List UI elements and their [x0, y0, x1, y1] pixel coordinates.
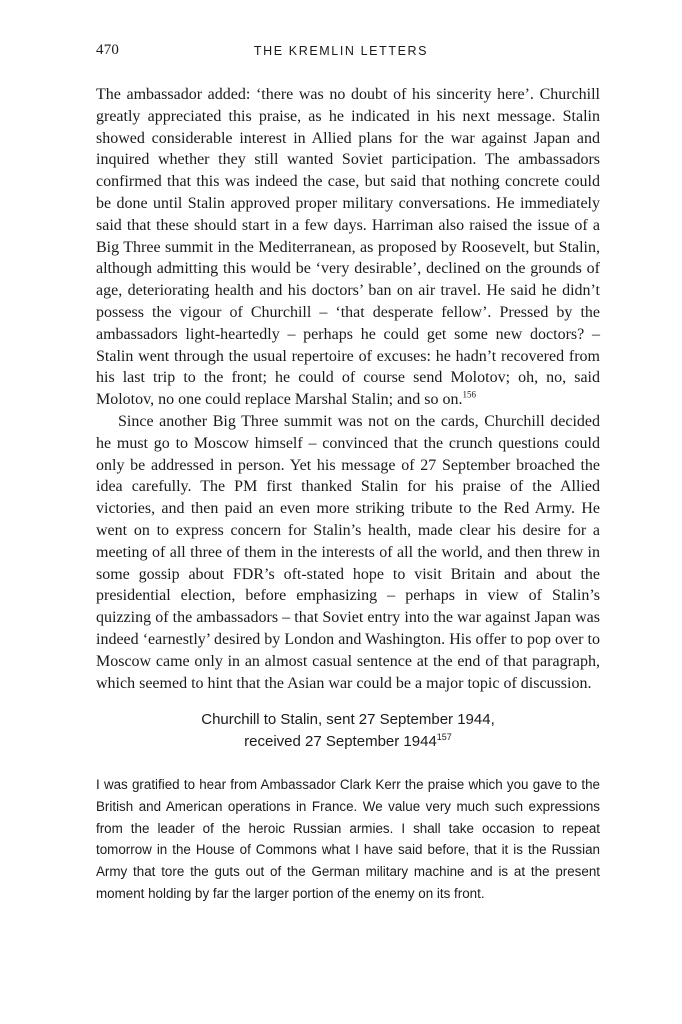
letter-heading-line-2 [96, 731, 600, 753]
paragraph-2: Since another Big Three summit was not on the cards, Churchill decided he must go to Moscow himself – convinced that the crunch questions could only be addressed in person. Yet his message of 27 September broached the idea carefully. The PM first thanked Stalin for his praise of the Allied victories, and then paid an even more striking tribute to the Red Army. He went on to express concern for Stalin’s health, made clear his desire for a meeting of all three of them in the interests of all the world, and then threw in some gossip about FDR’s oft-stated hope to visit Britain and about the presidential election, before emphasizing – perhaps in view of Stalin’s quizzing of the ambassadors – that Soviet entry into the war against Japan was indeed ‘earnestly’ desired by London and Washington. His offer to pop over to Moscow came only in an almost casual sentence at the end of that paragraph, which seemed to hint that the Asian war could be a major topic of discussion. [96, 412, 600, 692]
running-head: THE KREMLIN LETTERS [253, 44, 429, 58]
footnote-ref-156: 156 [462, 389, 476, 400]
letter-paragraph: I was gratified to hear from Ambassador Clark Kerr the praise which you gave to the British and American operations in France. We value very much such expressions from the leader of the heroic Russian armies. I shall take occasion to repeat tomorrow in the House of Commons what I have said before, that it is the Russian Army that tore the guts out of the German military machine and is at the present moment holding by far the larger portion of the enemy on its front. [96, 777, 600, 901]
letter-heading [96, 709, 600, 753]
letter-body [96, 774, 600, 905]
letter-heading-line-1: Churchill to Stalin, sent 27 September 1944, [201, 711, 495, 728]
paragraph-1 [96, 84, 600, 411]
paragraph-1-text: The ambassador added: ‘there was no doubt of his sincerity here’. Churchill greatly appreciated this praise, as he indicated in his next message. Stalin showed considerable interest in Allied plans for the war against Japan and inquired whether they still wanted Soviet participation. The ambassadors confirmed that this was indeed the case, but said that nothing concrete could be done until Stalin approved proper military conversations. He immediately said that these should start in a few days. Harriman also raised the issue of a Big Three summit in the Mediterranean, as proposed by Roosevelt, but Stalin, although admitting this would be ‘very desirable’, declined on the grounds of age, deteriorating health and his doctors’ ban on air travel. He said he didn’t possess the vigour of Churchill – ‘that desperate fellow’. Pressed by the ambassadors light-heartedly – perhaps he could get some new doctors? – Stalin went through the usual repertoire of excuses: he hadn’t recovered from his last trip to the front; he could of course send Molotov; oh, no, said Molotov, no one could replace Marshal Stalin; and so on. [96, 86, 600, 409]
footnote-ref-157: 157 [436, 732, 452, 742]
body-text [96, 84, 600, 694]
page-number: 470 [96, 42, 120, 58]
letter-heading-received: received 27 September 1944 [244, 733, 437, 750]
